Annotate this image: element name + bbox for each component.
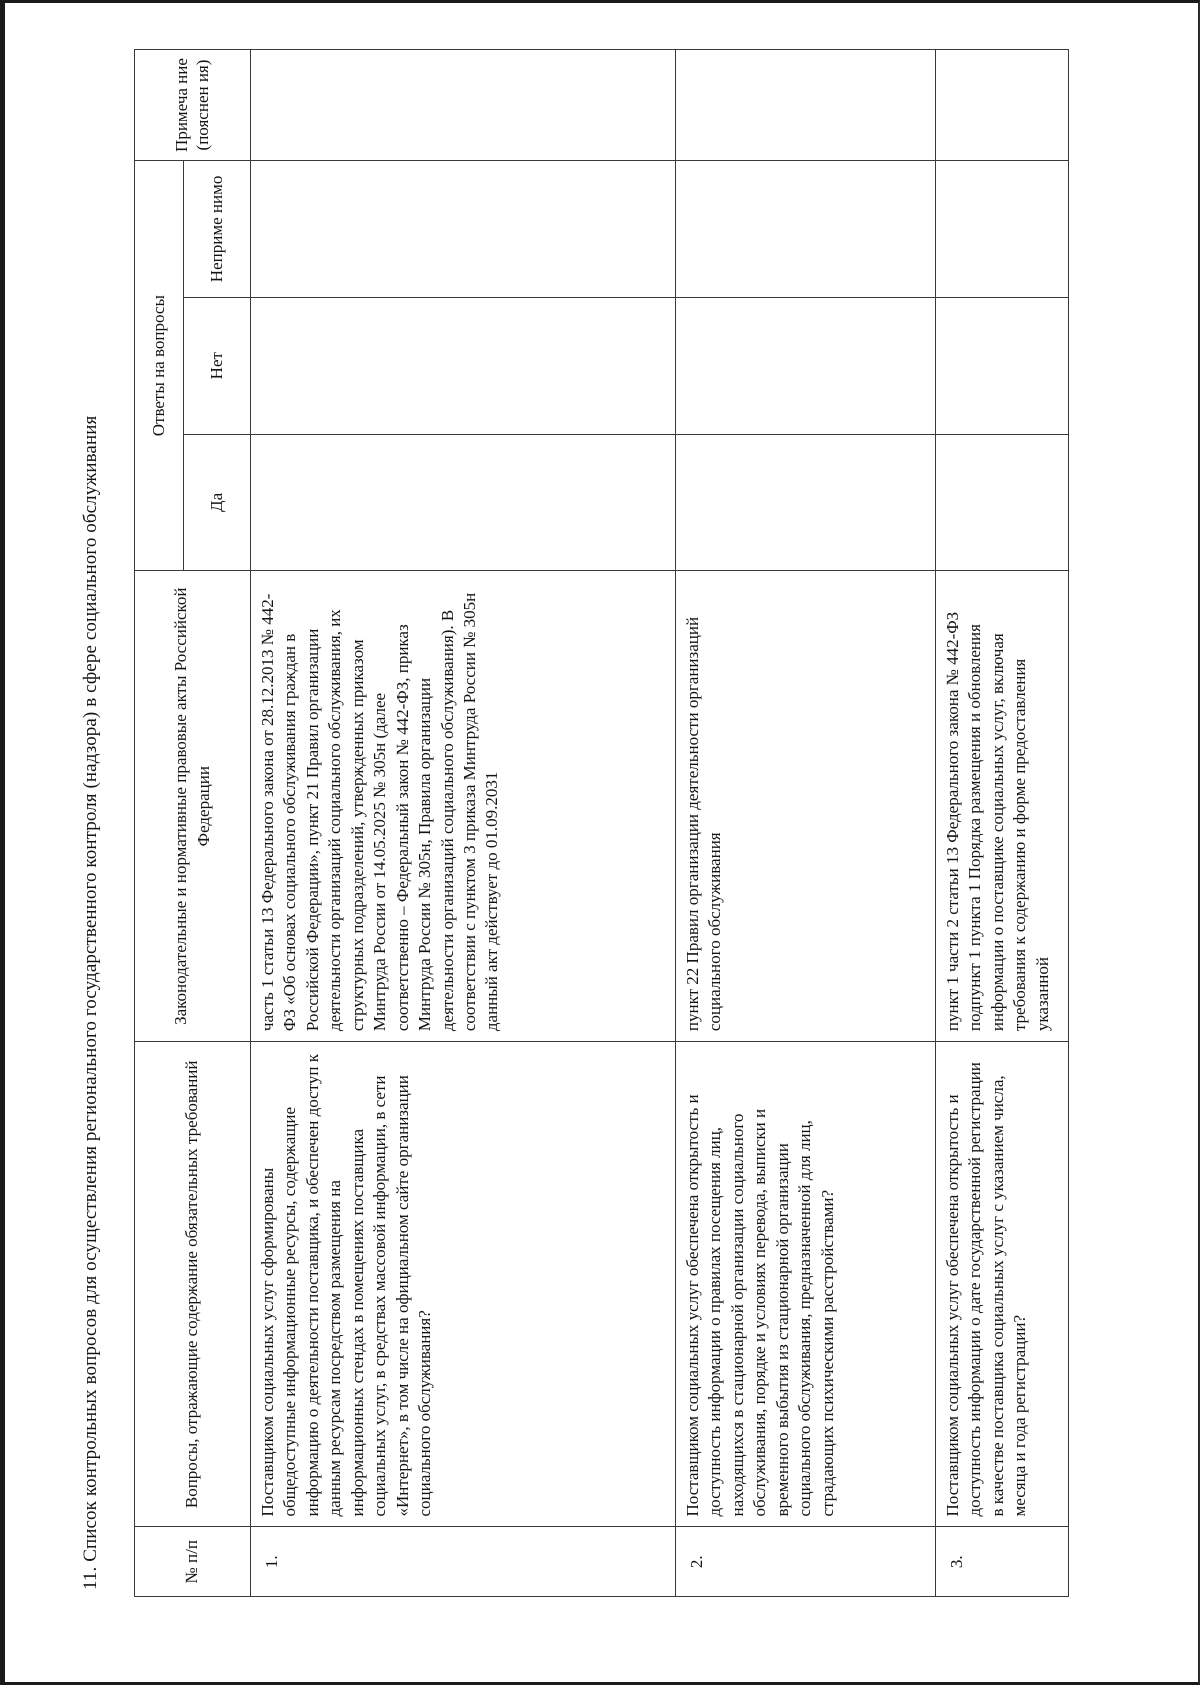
table-row bbox=[676, 50, 936, 1597]
row-question: Поставщиком социальных услуг сформированы общедоступные информационные ресурсы, содержащие информацию о деятельности поставщика, и обеспечен доступ к данным ресурсам посредством размещения на информационных стендах в помещениях поставщика социальных услуг, в средствах массовой информации, в сети «Интернет», в том числе на официальном сайте организации социального обслуживания? bbox=[251, 1042, 676, 1527]
header-law: Законодательные и нормативные правовые акты Российской Федерации bbox=[135, 571, 251, 1042]
answer-yes-cell[interactable] bbox=[251, 434, 676, 571]
header-answers: Ответы на вопросы bbox=[135, 161, 184, 571]
note-cell[interactable] bbox=[936, 50, 1069, 161]
answer-no-cell[interactable] bbox=[676, 297, 936, 434]
answer-yes-cell[interactable] bbox=[936, 434, 1069, 571]
checklist-table bbox=[134, 49, 1069, 1597]
header-na: Неприме нимо bbox=[184, 161, 251, 298]
table-row bbox=[251, 50, 676, 1597]
answer-na-cell[interactable] bbox=[251, 161, 676, 298]
header-yes: Да bbox=[184, 434, 251, 571]
answer-na-cell[interactable] bbox=[676, 161, 936, 298]
note-cell[interactable] bbox=[251, 50, 676, 161]
header-no: Нет bbox=[184, 297, 251, 434]
answer-yes-cell[interactable] bbox=[676, 434, 936, 571]
row-num: 3. bbox=[936, 1527, 1069, 1597]
answer-no-cell[interactable] bbox=[251, 297, 676, 434]
note-cell[interactable] bbox=[676, 50, 936, 161]
row-question: Поставщиком социальных услуг обеспечена открытость и доступность информации о дате государственной регистрации в качестве поставщика социальных услуг с указанием числа, месяца и года регистрации? bbox=[936, 1042, 1069, 1527]
header-note: Примеча ние (пояснен ия) bbox=[135, 50, 251, 161]
header-num: № п/п bbox=[135, 1527, 251, 1597]
row-law: пункт 22 Правил организации деятельности организаций социального обслуживания bbox=[676, 571, 936, 1042]
row-num: 2. bbox=[676, 1527, 936, 1597]
document-title: 11. Список контрольных вопросов для осуществления регионального государственного контроля (надзора) в сфере социального обслуживания bbox=[80, 415, 101, 1590]
row-num: 1. bbox=[251, 1527, 676, 1597]
table-header-row bbox=[135, 50, 184, 1597]
row-question: Поставщиком социальных услуг обеспечена открытость и доступность информации о правилах посещения лиц, находящихся в стационарной организации социального обслуживания, порядке и условиях перевода, выписки и временного выбытия из стационарной организации социального обслуживания, предназначенной для лиц, страдающих психическими расстройствами? bbox=[676, 1042, 936, 1527]
row-law: часть 1 статьи 13 Федерального закона от 28.12.2013 № 442-ФЗ «Об основах социального обслуживания граждан в Российской Федерации», пункт 21 Правил организации деятельности организаций социального обслуживания, их структурных подразделений, утвержденных приказом Минтруда России от 14.05.2025 № 305н (далее соответственно – Федеральный закон № 442-ФЗ, приказ Минтруда России № 305н, Правила организации деятельности организаций социального обслуживания). В соответствии с пунктом 3 приказа Минтруда России № 305н данный акт действует до 01.09.2031 bbox=[251, 571, 676, 1042]
table-row bbox=[936, 50, 1069, 1597]
row-law: пункт 1 части 2 статьи 13 Федерального закона № 442-ФЗ подпункт 1 пункта 1 Порядка размещения и обновления информации о поставщике социальных услуг, включая требования к содержанию и форме предоставления указанной bbox=[936, 571, 1069, 1042]
answer-na-cell[interactable] bbox=[936, 161, 1069, 298]
header-question: Вопросы, отражающие содержание обязательных требований bbox=[135, 1042, 251, 1527]
answer-no-cell[interactable] bbox=[936, 297, 1069, 434]
